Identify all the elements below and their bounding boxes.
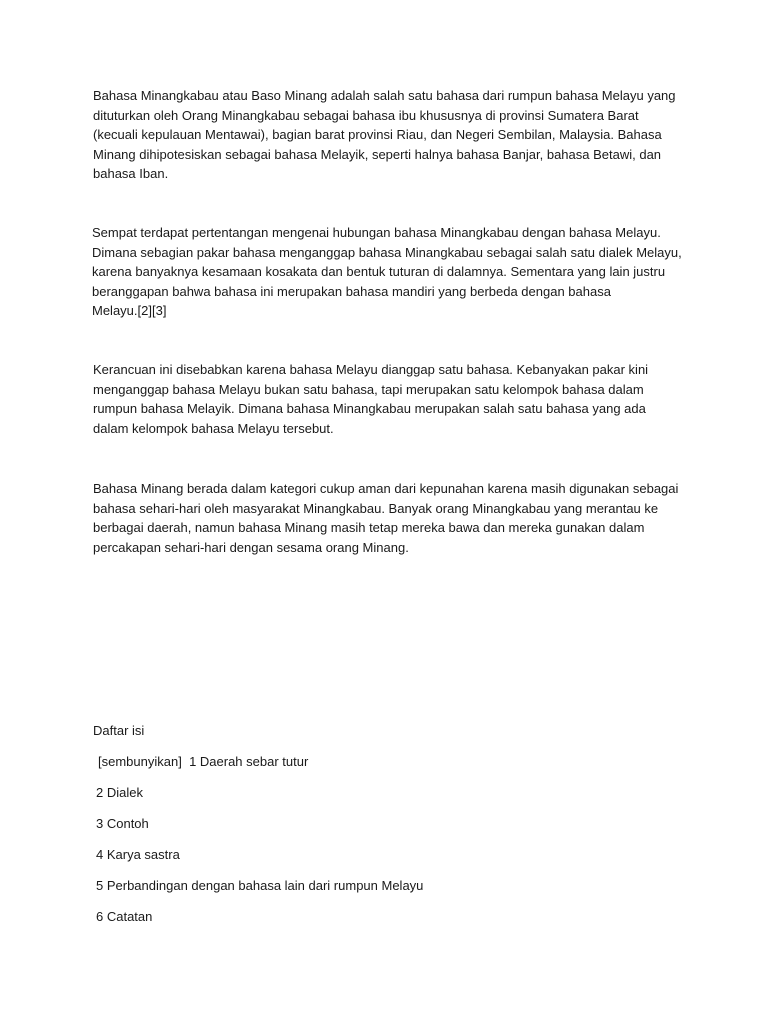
toc-link[interactable]: 4 Karya sastra: [96, 847, 180, 862]
toc-link[interactable]: 1 Daerah sebar tutur: [189, 754, 309, 769]
text-line: Sempat terdapat pertentangan mengenai hubungan bahasa Minangkabau dengan bahasa Melayu.: [92, 225, 661, 240]
toc-item-4: [96, 845, 180, 864]
text-line: percakapan sehari-hari dengan sesama orang Minang.: [93, 539, 409, 555]
toc-link[interactable]: 2 Dialek: [96, 785, 143, 800]
toc-item-2: [96, 783, 143, 802]
text-line: menganggap bahasa Melayu bukan satu bahasa, tapi merupakan satu kelompok bahasa dalam: [93, 381, 644, 397]
text-line: bahasa Iban.: [93, 166, 169, 182]
toc-item-3: [96, 814, 149, 833]
text-line: Minang dihipotesiskan sebagai bahasa Melayik, seperti halnya bahasa Banjar, bahasa Betawi, dan: [93, 146, 662, 162]
toc-link[interactable]: 3 Contoh: [96, 816, 149, 831]
toc-link[interactable]: 6 Catatan: [96, 909, 153, 924]
text-line: berbagai daerah, namun bahasa Minang masih tetap mereka bawa dan mereka gunakan dalam: [93, 520, 645, 536]
text-line: Kerancuan ini disebabkan karena bahasa Melayu dianggap satu bahasa. Kebanyakan pakar kini: [93, 362, 649, 377]
text-line: Melayu.[2][3]: [92, 303, 167, 319]
toc-hide-toggle[interactable]: [sembunyikan]: [98, 754, 182, 769]
toc-item-1: [98, 752, 308, 771]
text-line: Dimana sebagian pakar bahasa menganggap bahasa Minangkabau sebagai salah satu dialek Melayu,: [92, 244, 682, 260]
text-line: bahasa sehari-hari oleh masyarakat Minangkabau. Banyak orang Minangkabau yang merantau ke: [93, 500, 659, 516]
text-line: (kecuali kepulauan Mentawai), bagian barat provinsi Riau, dan Negeri Sembilan, Malaysia. Bahasa: [93, 127, 662, 143]
paragraph-controversy: [92, 223, 692, 321]
toc-item-6: [96, 907, 152, 926]
text-line: dituturkan oleh Orang Minangkabau sebagai bahasa ibu khususnya di provinsi Sumatera Barat: [93, 107, 639, 123]
toc-title: Daftar isi: [93, 723, 145, 738]
text-line: Bahasa Minang berada dalam kategori cukup aman dari kepunahan karena masih digunakan sebagai: [93, 481, 679, 496]
text-line: beranggapan bahwa bahasa ini merupakan bahasa mandiri yang berbeda dengan bahasa: [92, 283, 611, 299]
paragraph-intro: [93, 86, 693, 184]
text-line: dalam kelompok bahasa Melayu tersebut.: [93, 420, 334, 436]
paragraph-status: [93, 479, 693, 557]
paragraph-confusion: [93, 360, 693, 438]
text-line: karena banyaknya kesamaan kosakata dan bentuk tuturan di dalamnya. Sementara yang lain justru: [92, 264, 666, 280]
text-line: Bahasa Minangkabau atau Baso Minang adalah salah satu bahasa dari rumpun bahasa Melayu yang: [93, 88, 676, 103]
text-line: rumpun bahasa Melayik. Dimana bahasa Minangkabau merupakan salah satu bahasa yang ada: [93, 401, 646, 417]
toc-item-5: [96, 876, 423, 895]
toc-link[interactable]: 5 Perbandingan dengan bahasa lain dari rumpun Melayu: [96, 878, 424, 893]
